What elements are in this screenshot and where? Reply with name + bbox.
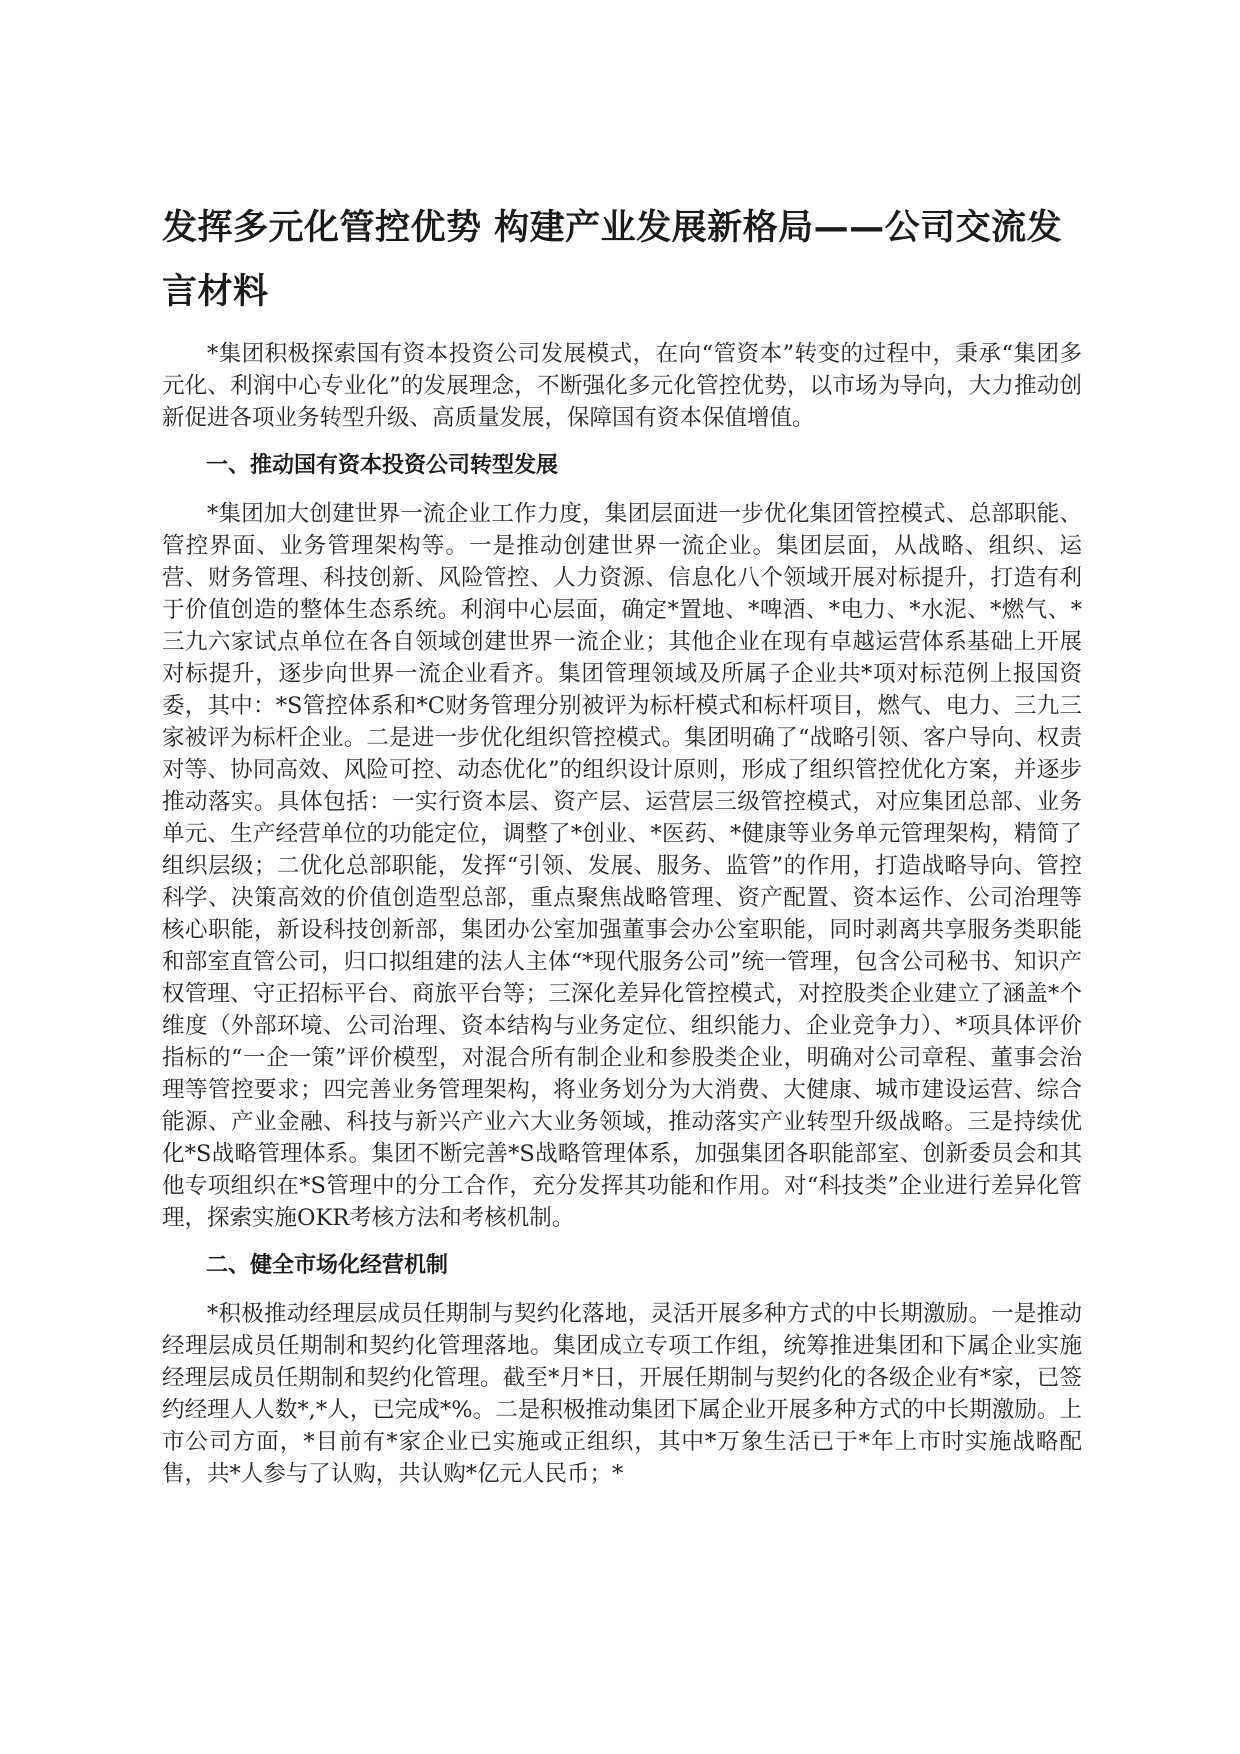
- document-title: 发挥多元化管控优势 构建产业发展新格局——公司交流发言材料: [162, 208, 1063, 312]
- section-2-heading: 二、健全市场化经营机制: [206, 1253, 449, 1278]
- intro-paragraph: *集团积极探索国有资本投资公司发展模式，在向“管资本”转变的过程中，秉承“集团多元化、利润中心专业化”的发展理念，不断强化多元化管控优势，以市场为导向，大力推动创新促进各项业务转型升级、高质量发展，保障国有资本保值增值。: [162, 341, 1082, 431]
- document-page: [162, 196, 1082, 1490]
- section-1-paragraph: *集团加大创建世界一流企业工作力度，集团层面进一步优化集团管控模式、总部职能、管控界面、业务管理架构等。一是推动创建世界一流企业。集团层面，从战略、组织、运营、财务管理、科技创新、风险管控、人力资源、信息化八个领域开展对标提升，打造有利于价值创造的整体生态系统。利润中心层面，确定*置地、*啤酒、*电力、*水泥、*燃气、*三九六家试点单位在各自领域创建世界一流企业；其他企业在现有卓越运营体系基础上开展对标提升，逐步向世界一流企业看齐。集团管理领域及所属子企业共*项对标范例上报国资委，其中：*S管控体系和*C财务管理分别被评为标杆模式和标杆项目，燃气、电力、三九三家被评为标杆企业。二是进一步优化组织管控模式。集团明确了“战略引领、客户导向、权责对等、协同高效、风险可控、动态优化”的组织设计原则，形成了组织管控优化方案，并逐步推动落实。具体包括：一实行资本层、资产层、运营层三级管控模式，对应集团总部、业务单元、生产经营单位的功能定位，调整了*创业、*医药、*健康等业务单元管理架构，精简了组织层级；二优化总部职能，发挥“引领、发展、服务、监管”的作用，打造战略导向、管控科学、决策高效的价值创造型总部，重点聚焦战略管理、资产配置、资本运作、公司治理等核心职能，新设科技创新部，集团办公室加强董事会办公室职能，同时剥离共享服务类职能和部室直管公司，归口拟组建的法人主体“*现代服务公司”统一管理，包含公司秘书、知识产权管理、守正招标平台、商旅平台等；三深化差异化管控模式，对控股类企业建立了涵盖*个维度（外部环境、公司治理、资本结构与业务定位、组织能力、企业竞争力）、*项具体评价指标的“一企一策”评价模型，对混合所有制企业和参股类企业，明确对公司章程、董事会治理等管控要求；四完善业务管理架构，将业务划分为大消费、大健康、城市建设运营、综合能源、产业金融、科技与新兴产业六大业务领域，推动落实产业转型升级战略。三是持续优化*S战略管理体系。集团不断完善*S战略管理体系，加强集团各职能部室、创新委员会和其他专项组织在*S管理中的分工合作，充分发挥其功能和作用。对“科技类”企业进行差异化管理，探索实施OKR考核方法和考核机制。: [162, 501, 1082, 1231]
- section-1-heading: 一、推动国有资本投资公司转型发展: [206, 453, 559, 478]
- section-2-paragraph: *积极推动经理层成员任期制与契约化落地，灵活开展多种方式的中长期激励。一是推动经理层成员任期制和契约化管理落地。集团成立专项工作组，统筹推进集团和下属企业实施经理层成员任期制和契约化管理。截至*月*日，开展任期制与契约化的各级企业有*家，已签约经理人人数*,*人，已完成*%。二是积极推动集团下属企业开展多种方式的中长期激励。上市公司方面，*目前有*家企业已实施或正组织，其中*万象生活已于*年上市时实施战略配售，共*人参与了认购，共认购*亿元人民币；*: [162, 1301, 1082, 1487]
